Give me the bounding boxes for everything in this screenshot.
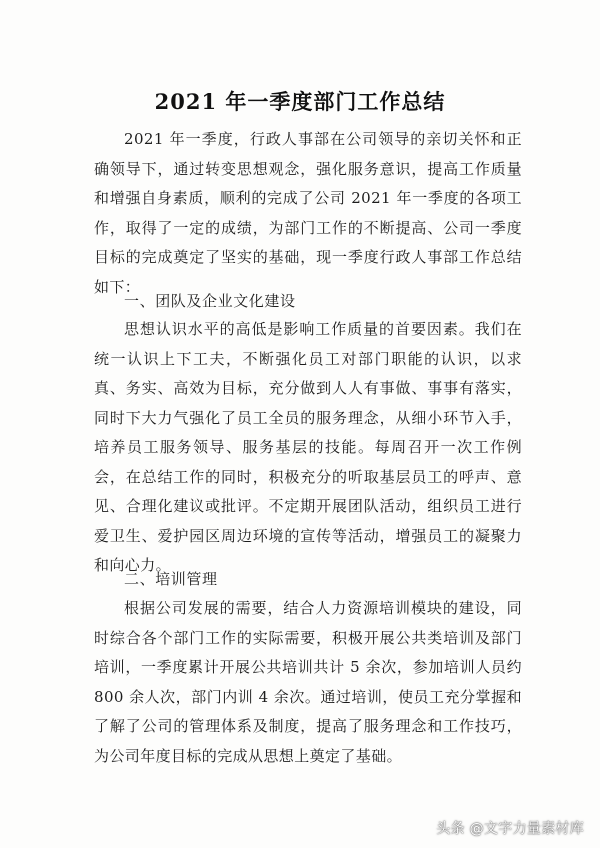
section-heading-team-culture: 一、团队及企业文化建设 (124, 292, 296, 310)
intro-paragraph: 2021 年一季度，行政人事部在公司领导的亲切关怀和正确领导下，通过转变思想观念，强化服务意识，提高工作质量和增强自身素质，顺利的完成了公司 2021 年一季度的各项工作，取得了一定的成绩，为部门工作的不断提高、公司一季度目标的完成奠定了坚实的基础，现一季度行政人事部工作总结如下： (94, 130, 522, 296)
section-paragraph-team-culture: 思想认识水平的高低是影响工作质量的首要因素。我们在统一认识上下工夫，不断强化员工对部门职能的认识，以求真、务实、高效为目标，充分做到人人有事做、事事有落实，同时下大力气强化了员工全员的服务理念，从细小环节入手，培养员工服务领导、服务基层的技能。每周召开一次工作例会，在总结工作的同时，积极充分的听取基层员工的呼声、意见、合理化建议或批评。不定期开展团队活动，组织员工进行爱卫生、爱护园区周边环境的宣传等活动，增强员工的凝聚力和向心力。 (94, 320, 522, 574)
section-paragraph-training: 根据公司发展的需要，结合人力资源培训模块的建设，同时综合各个部门工作的实际需要，积极开展公共类培训及部门培训，一季度累计开展公共培训共计 5 余次，参加培训人员约 800 余人次，部门内训 4 余次。通过培训，使员工充分掌握和了解了公司的管理体系及制度，提高了服务理念和工作技巧，为公司年度目标的完成从思想上奠定了基础。 (94, 599, 522, 765)
watermark-text: 头条 @文字力量素材库 (436, 821, 584, 837)
page-title: 2021 年一季度部门工作总结 (154, 89, 446, 114)
section-heading-training: 二、培训管理 (124, 570, 218, 588)
